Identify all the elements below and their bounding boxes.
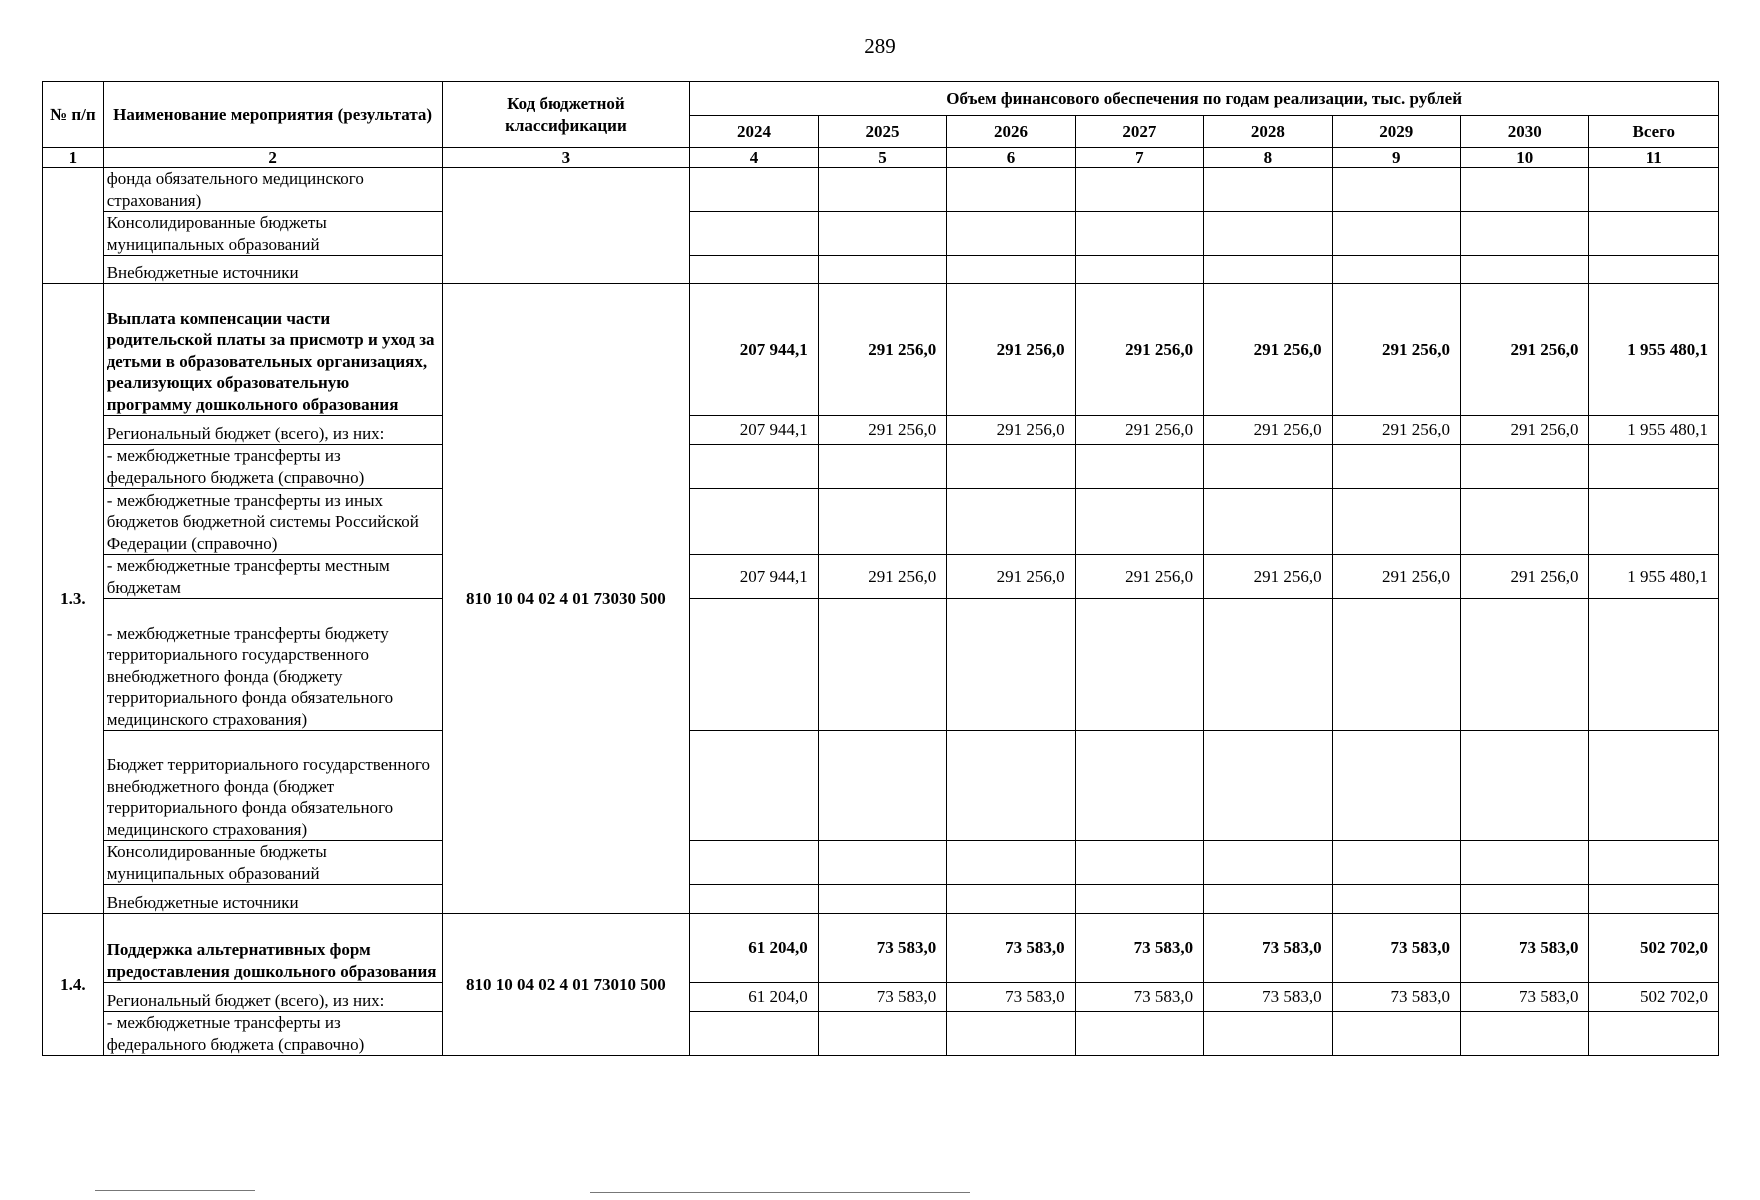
row-number: 1.4. <box>43 914 104 1056</box>
value-cell: 61 204,0 <box>690 983 818 1012</box>
row-name: - межбюджетные трансферты из иных бюджетов бюджетной системы Российской Федерации (справочно) <box>103 489 442 555</box>
index-cell: 10 <box>1461 148 1589 168</box>
value-cell: 73 583,0 <box>1332 983 1460 1012</box>
table-row <box>43 489 1719 555</box>
page-number: 289 <box>864 34 896 58</box>
row-name: Региональный бюджет (всего), из них: <box>103 983 442 1012</box>
value-cell: 291 256,0 <box>1332 416 1460 445</box>
value-cell: 1 955 480,1 <box>1589 284 1719 416</box>
table-row <box>43 914 1719 983</box>
scan-artifact-line <box>590 1192 970 1193</box>
table-row <box>43 1012 1719 1056</box>
no-cell <box>43 168 104 284</box>
row-name: - межбюджетные трансферты из федерального бюджета (справочно) <box>103 1012 442 1056</box>
index-cell: 9 <box>1332 148 1460 168</box>
value-cell: 291 256,0 <box>818 416 946 445</box>
value-cell: 291 256,0 <box>1332 284 1460 416</box>
value-cell: 291 256,0 <box>818 555 946 599</box>
header-year: 2024 <box>690 116 818 148</box>
value-cell: 73 583,0 <box>947 914 1075 983</box>
scan-artifact-line <box>95 1190 255 1191</box>
index-cell: 4 <box>690 148 818 168</box>
value-cell: 291 256,0 <box>947 284 1075 416</box>
value-cell: 207 944,1 <box>690 555 818 599</box>
row-name: - межбюджетные трансферты из федерального бюджета (справочно) <box>103 445 442 489</box>
table-row <box>43 256 1719 284</box>
header-year: 2027 <box>1075 116 1203 148</box>
index-cell: 1 <box>43 148 104 168</box>
value-cell: 61 204,0 <box>690 914 818 983</box>
value-cell: 291 256,0 <box>1075 416 1203 445</box>
header-year: 2026 <box>947 116 1075 148</box>
header-total: Всего <box>1589 116 1719 148</box>
value-cell: 291 256,0 <box>1204 416 1332 445</box>
row-name: фонда обязательного медицинского страхования) <box>103 168 442 212</box>
table-row <box>43 212 1719 256</box>
row-name: - межбюджетные трансферты местным бюджетам <box>103 555 442 599</box>
index-cell: 6 <box>947 148 1075 168</box>
table-row <box>43 445 1719 489</box>
row-name: Внебюджетные источники <box>103 885 442 914</box>
row-number: 1.3. <box>43 284 104 914</box>
value-cell: 291 256,0 <box>1461 555 1589 599</box>
index-cell: 11 <box>1589 148 1719 168</box>
index-cell: 7 <box>1075 148 1203 168</box>
value-cell: 291 256,0 <box>1075 284 1203 416</box>
row-name: Выплата компенсации части родительской платы за присмотр и уход за детьми в образовательных организациях, реализующих образовательную программу дошкольного образования <box>103 284 442 416</box>
header-col-no: № п/п <box>43 82 104 148</box>
header-col-code: Код бюджетной классификации <box>442 82 690 148</box>
row-name: Поддержка альтернативных форм предоставления дошкольного образования <box>103 914 442 983</box>
value-cell: 73 583,0 <box>818 914 946 983</box>
row-name: Консолидированные бюджеты муниципальных образований <box>103 212 442 256</box>
value-cell: 207 944,1 <box>690 416 818 445</box>
value-cell: 73 583,0 <box>1075 914 1203 983</box>
value-cell: 73 583,0 <box>947 983 1075 1012</box>
value-cell: 502 702,0 <box>1589 914 1719 983</box>
row-name: Внебюджетные источники <box>103 256 442 284</box>
header-year: 2030 <box>1461 116 1589 148</box>
table-row <box>43 168 1719 212</box>
table-row <box>43 555 1719 599</box>
value-cell: 207 944,1 <box>690 284 818 416</box>
header-year: 2029 <box>1332 116 1460 148</box>
value-cell: 1 955 480,1 <box>1589 555 1719 599</box>
value-cell: 291 256,0 <box>947 555 1075 599</box>
header-col-volume: Объем финансового обеспечения по годам реализации, тыс. рублей <box>690 82 1719 116</box>
table-row <box>43 841 1719 885</box>
value-cell: 73 583,0 <box>1461 983 1589 1012</box>
value-cell: 502 702,0 <box>1589 983 1719 1012</box>
row-name: - межбюджетные трансферты бюджету территориального государственного внебюджетного фонда (бюджету территориального фонда обязательного медицинского страхования) <box>103 599 442 731</box>
table-row <box>43 599 1719 731</box>
code-cell <box>442 168 690 284</box>
index-cell: 2 <box>103 148 442 168</box>
table-row <box>43 983 1719 1012</box>
index-cell: 8 <box>1204 148 1332 168</box>
index-cell: 5 <box>818 148 946 168</box>
row-name: Бюджет территориального государственного внебюджетного фонда (бюджет территориального фонда обязательного медицинского страхования) <box>103 731 442 841</box>
value-cell: 291 256,0 <box>818 284 946 416</box>
value-cell: 73 583,0 <box>1204 914 1332 983</box>
value-cell: 73 583,0 <box>1075 983 1203 1012</box>
value-cell: 291 256,0 <box>1204 555 1332 599</box>
value-cell: 291 256,0 <box>1075 555 1203 599</box>
budget-code: 810 10 04 02 4 01 73030 500 <box>442 284 690 914</box>
value-cell: 73 583,0 <box>1461 914 1589 983</box>
value-cell: 73 583,0 <box>818 983 946 1012</box>
row-name: Консолидированные бюджеты муниципальных образований <box>103 841 442 885</box>
value-cell: 73 583,0 <box>1204 983 1332 1012</box>
value-cell: 291 256,0 <box>947 416 1075 445</box>
value-cell: 1 955 480,1 <box>1589 416 1719 445</box>
value-cell: 291 256,0 <box>1204 284 1332 416</box>
financing-table <box>42 81 1719 1056</box>
table-row <box>43 284 1719 416</box>
budget-code: 810 10 04 02 4 01 73010 500 <box>442 914 690 1056</box>
index-cell: 3 <box>442 148 690 168</box>
header-year: 2025 <box>818 116 946 148</box>
header-col-name: Наименование мероприятия (результата) <box>103 82 442 148</box>
row-name: Региональный бюджет (всего), из них: <box>103 416 442 445</box>
value-cell: 291 256,0 <box>1461 416 1589 445</box>
value-cell: 73 583,0 <box>1332 914 1460 983</box>
table-row <box>43 416 1719 445</box>
table-row <box>43 731 1719 841</box>
value-cell: 291 256,0 <box>1332 555 1460 599</box>
value-cell: 291 256,0 <box>1461 284 1589 416</box>
table-row <box>43 885 1719 914</box>
header-year: 2028 <box>1204 116 1332 148</box>
